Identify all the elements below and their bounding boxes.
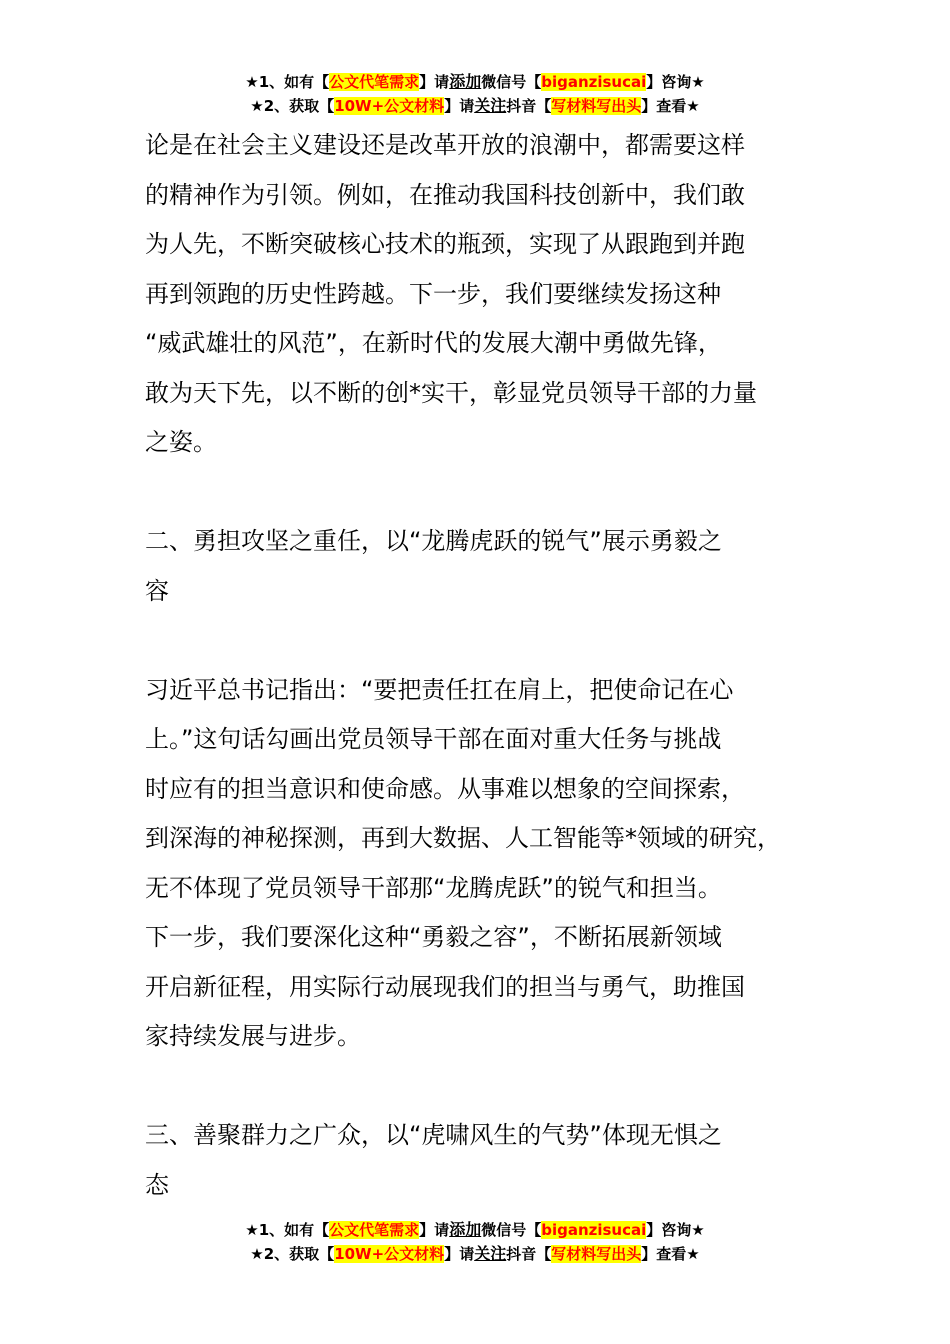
- banner-text: 抖音【: [506, 97, 552, 115]
- text-line: 习近平总书记指出：“要把责任扛在肩上，把使命记在心: [145, 675, 734, 704]
- text-line: 下一步，我们要深化这种“勇毅之容”，不断拓展新领域: [145, 923, 722, 951]
- heading-line: 容: [145, 576, 169, 605]
- highlight-douyin-account: 写材料写出头: [551, 1245, 642, 1263]
- banner-text: ★1、如有【: [245, 73, 330, 91]
- section-heading-3: [145, 1111, 835, 1210]
- highlight-service: 公文代笔需求: [329, 1221, 420, 1239]
- banner-text: 微信号【: [481, 73, 542, 91]
- text-line: 为人先，不断突破核心技术的瓶颈，实现了从跟跑到并跑: [145, 230, 745, 258]
- banner-text: 】查看★: [641, 1245, 700, 1263]
- banner-text: 】请: [444, 97, 475, 115]
- heading-line: 态: [145, 1170, 169, 1199]
- text-line: 再到领跑的历史性跨越。下一步，我们要继续发扬这种: [145, 279, 721, 308]
- highlight-materials: 10W+公文材料: [334, 1245, 445, 1263]
- paragraph-spacer: [145, 468, 835, 518]
- text-line: 时应有的担当意识和使命感。从事难以想象的空间探索，: [145, 774, 745, 803]
- text-line: 上。”这句话勾画出党员领导干部在面对重大任务与挑战: [145, 725, 722, 753]
- banner-text: 】请: [444, 1245, 475, 1263]
- text-line: 开启新征程，用实际行动展现我们的担当与勇气，助推国: [145, 972, 745, 1001]
- highlight-service: 公文代笔需求: [329, 73, 420, 91]
- banner-line-1: [0, 1218, 950, 1242]
- heading-line: 二、勇担攻坚之重任，以“龙腾虎跃的锐气”展示勇毅之: [145, 527, 722, 555]
- text-line: 论是在社会主义建设还是改革开放的浪潮中，都需要这样: [145, 131, 745, 159]
- emphasis-follow: 关注: [474, 96, 507, 115]
- banner-text: 】咨询★: [646, 1221, 705, 1239]
- highlight-wechat-id: biganzisucai: [541, 73, 647, 91]
- banner-text: ★2、获取【: [250, 97, 335, 115]
- paragraph-2: [145, 666, 835, 1062]
- banner-text: 】查看★: [641, 97, 700, 115]
- banner-text: 抖音【: [506, 1245, 552, 1263]
- paragraph-spacer: [145, 616, 835, 666]
- emphasis-add: 添加: [449, 1220, 482, 1239]
- document-body: [145, 121, 835, 1210]
- paragraph-1: [145, 121, 835, 468]
- text-line: 之姿。: [145, 428, 217, 456]
- banner-line-2: [0, 1242, 950, 1266]
- text-line: 无不体现了党员领导干部那“龙腾虎跃”的锐气和担当。: [145, 873, 722, 902]
- banner-text: 】请: [419, 1221, 450, 1239]
- paragraph-spacer: [145, 1062, 835, 1112]
- banner-line-2: [0, 94, 950, 118]
- text-line: 的精神作为引领。例如，在推动我国科技创新中，我们敢: [145, 180, 745, 209]
- banner-text: 微信号【: [481, 1221, 542, 1239]
- highlight-douyin-account: 写材料写出头: [551, 97, 642, 115]
- section-heading-2: [145, 517, 835, 616]
- footer-banner: [0, 1218, 950, 1266]
- heading-line: 三、善聚群力之广众，以“虎啸风生的气势”体现无惧之: [145, 1121, 722, 1149]
- highlight-wechat-id: biganzisucai: [541, 1221, 647, 1239]
- text-line: 到深海的神秘探测，再到大数据、人工智能等*领域的研究，: [145, 824, 781, 852]
- emphasis-add: 添加: [449, 72, 482, 91]
- emphasis-follow: 关注: [474, 1244, 507, 1263]
- text-line: 敢为天下先，以不断的创*实干，彰显党员领导干部的力量: [145, 378, 757, 407]
- banner-line-1: [0, 70, 950, 94]
- header-banner: [0, 70, 950, 118]
- banner-text: ★1、如有【: [245, 1221, 330, 1239]
- banner-text: 】咨询★: [646, 73, 705, 91]
- text-line: 家持续发展与进步。: [145, 1022, 361, 1050]
- highlight-materials: 10W+公文材料: [334, 97, 445, 115]
- banner-text: 】请: [419, 73, 450, 91]
- banner-text: ★2、获取【: [250, 1245, 335, 1263]
- text-line: “威武雄壮的风范”，在新时代的发展大潮中勇做先锋，: [145, 329, 722, 357]
